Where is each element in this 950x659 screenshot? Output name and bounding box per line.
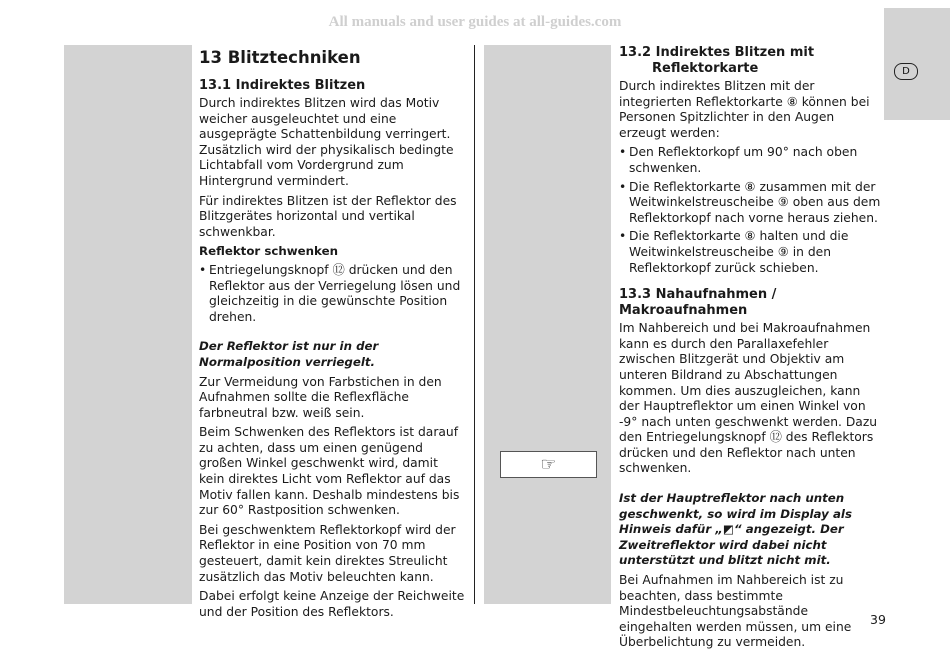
paragraph: Zur Vermeidung von Farbstichen in den Aufnahmen sollte die Reflexfläche farbneutral bzw. weiß sein. (199, 374, 442, 420)
list-item: • Entriegelungsknopf ⑫ drücken und den Reflektor aus der Verriegelung lösen und gleichzeitig in die gewünschte Position drehen. (199, 263, 465, 325)
note-text: Der Reflektor ist nur in der Normalposition verriegelt. (199, 339, 379, 369)
subheading-reflector: Reflektor schwenken (199, 244, 338, 259)
chapter-title: 13 Blitztechniken (199, 48, 361, 67)
section-title-13-3: 13.3 Nahaufnahmen / Makroaufnahmen (619, 287, 777, 319)
paragraph: Durch indirektes Blitzen mit der integrierten Reflektorkarte ⑧ können bei Personen Spitzlichter in den Augen erzeugt werden: (619, 79, 870, 140)
language-badge: D (894, 63, 918, 80)
right-sidebar-bar (484, 45, 611, 604)
column-divider (474, 45, 475, 604)
page-number: 39 (870, 612, 886, 627)
paragraph: Durch indirektes Blitzen wird das Motiv weicher ausgeleuchtet und eine ausgeprägte Schattenbildung verringert. Zusätzlich wird der physikalisch bedingte Lichtabfall vom Vordergrund zum Hintergrund vermindert. (199, 96, 454, 188)
paragraph: Im Nahbereich und bei Makroaufnahmen kann es durch den Parallaxefehler zwischen Blitzgerät und Objektiv am unteren Bildrand zu Abschattungen kommen. Um dies auszugleichen, kann der Hauptreflektor um einen Winkel von -9° nach unten geschwenkt werden. Dazu den Entriegelungsknopf ⑫ des Reflektors drücken und den Reflektor nach unten schwenken. (619, 321, 878, 476)
note-text: Ist der Hauptreflektor nach unten geschwenkt, so wird im Display als Hinweis dafür „◩“ angezeigt. Der Zweitreflektor wird dabei nicht unterstützt und blitzt nicht mit. (619, 491, 852, 568)
section-title-line1: 13.2 Indirektes Blitzen mit (619, 45, 815, 60)
paragraph: Bei Aufnahmen im Nahbereich ist zu beachten, dass bestimmte Mindestbeleuchtungsabstände eingehalten werden müssen, um eine Überbelichtung zu vermeiden. (619, 573, 852, 650)
left-sidebar-bar (64, 45, 192, 604)
left-column (199, 45, 465, 624)
section-title-13-1: 13.1 Indirektes Blitzen (199, 78, 366, 93)
list-item: • Die Reflektorkarte ⑧ halten und die Weitwinkelstreuscheibe ⑨ in den Reflektorkopf zurück schieben. (619, 229, 881, 276)
paragraph: Beim Schwenken des Reflektors ist darauf zu achten, dass um einen genügend großen Winkel geschwenkt wird, damit kein direktes Licht vom Reflektor auf das Motiv fallen kann. Deshalb mindestens bis zur 60° Rastposition schwenken. (199, 425, 460, 518)
list-item: • Die Reflektorkarte ⑧ zusammen mit der Weitwinkelstreuscheibe ⑨ oben aus dem Reflektorkopf nach vorne heraus ziehen. (619, 180, 881, 227)
pointing-hand-icon: ☞ (500, 451, 597, 478)
watermark: All manuals and user guides at all-guides.com (328, 14, 622, 30)
section-title-line2: Reflektorkarte (652, 61, 759, 76)
paragraph: Bei geschwenktem Reflektorkopf wird der Reflektor in eine Position von 70 mm gesteuert, damit kein direktes Streulicht zusätzlich das Motiv beleuchten kann. (199, 522, 456, 584)
language-tab (884, 8, 950, 120)
right-column (619, 45, 881, 655)
list-item: • Den Reflektorkopf um 90° nach oben schwenken. (619, 145, 881, 176)
paragraph: Für indirektes Blitzen ist der Reflektor des Blitzgerätes horizontal und vertikal schwenkbar. (199, 193, 457, 239)
paragraph: Dabei erfolgt keine Anzeige der Reichweite und der Position des Reflektors. (199, 589, 465, 619)
section-title-13-2 (619, 45, 881, 77)
